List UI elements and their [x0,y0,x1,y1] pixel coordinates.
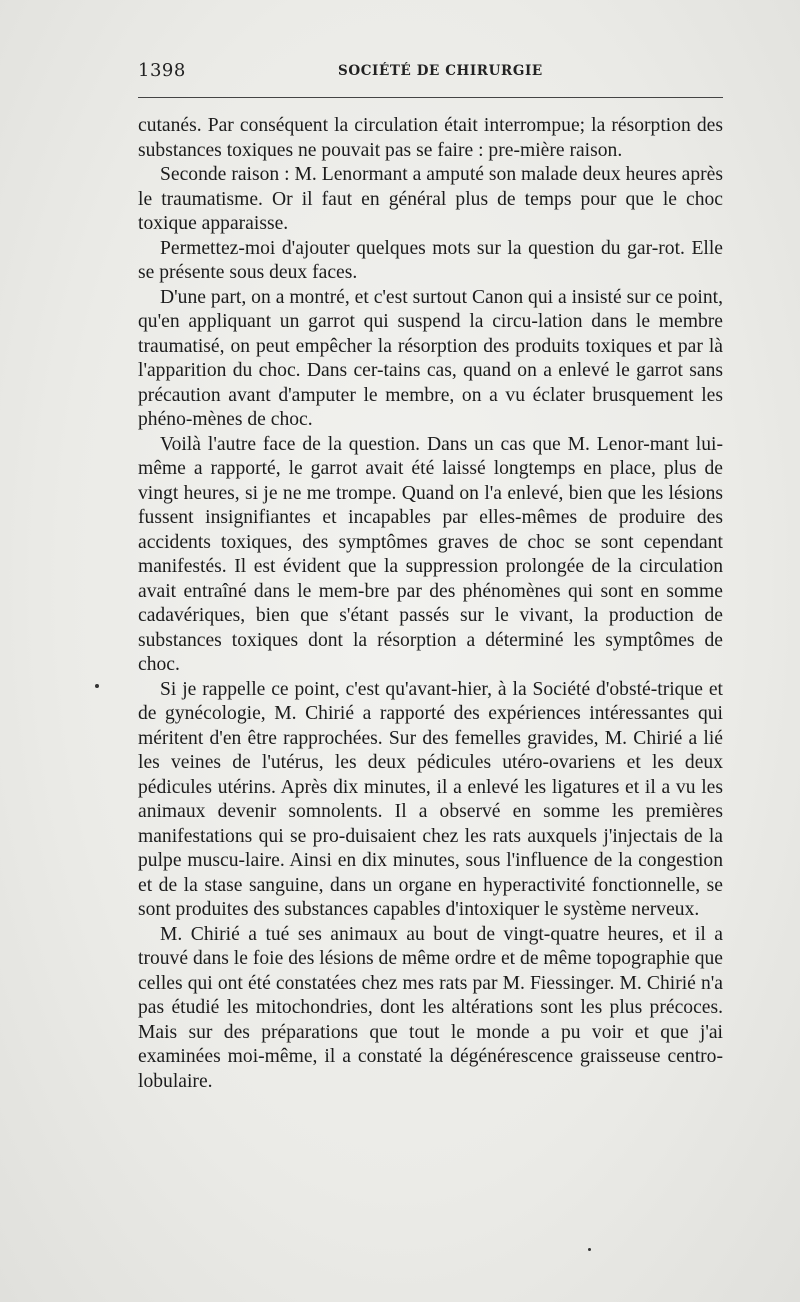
ink-speck [588,1248,591,1251]
paragraph-4: D'une part, on a montré, et c'est surtout Canon qui a insisté sur ce point, qu'en appliquant un garrot qui suspend la circu-lation dans le membre traumatisé, on peut empêcher la résorption des produits toxiques et par là l'apparition du choc. Dans cer-tains cas, quand on a enlevé le garrot sans précaution avant d'amputer le membre, on a vu éclater brusquement les phéno-mènes de choc. [138,286,723,430]
header-rule [138,97,723,98]
paragraph-1: cutanés. Par conséquent la circulation était interrompue; la résorption des substances toxiques ne pouvait pas se faire : pre-mière raison. [138,115,723,161]
paragraph-5: Voilà l'autre face de la question. Dans un cas que M. Lenor-mant lui-même a rapporté, le garrot avait été laissé longtemps en place, plus de vingt heures, si je ne me trompe. Quand on l'a enlevé, bien que les lésions fussent insignifiantes et incapables par elles-mêmes de produire des accidents toxiques, des symptômes graves de choc se sont cependant manifestés. Il est évident que la suppression prolongée de la circulation avait entraîné dans le mem-bre par des phénomènes qui sont en somme cadavériques, bien que s'étant passés sur le vivant, la production de substances toxiques dont la résorption a déterminé les symptômes de choc. [138,433,723,675]
ink-speck [95,684,99,688]
paragraph-3: Permettez-moi d'ajouter quelques mots sur la question du gar-rot. Elle se présente sous deux faces. [138,237,723,283]
paragraph-6: Si je rappelle ce point, c'est qu'avant-hier, à la Société d'obsté-trique et de gynécologie, M. Chirié a rapporté des expériences intéressantes qui méritent d'en être rapprochées. Sur des femelles gravides, M. Chirié a lié les veines de l'utérus, les deux pédicules utéro-ovariens et les deux pédicules utérins. Après dix minutes, il a enlevé les ligatures et il a vu les animaux devenir somnolents. Il a observé en somme les premières manifestations qui se pro-duisaient chez les rats auxquels j'injectais de la pulpe muscu-laire. Ainsi en dix minutes, sous l'influence de la congestion et de la stase sanguine, dans un organe en hyperactivité fonctionnelle, se sont produites des substances capables d'intoxiquer le système nerveux. [138,678,723,920]
paragraph-7: M. Chirié a tué ses animaux au bout de vingt-quatre heures, et il a trouvé dans le foie des lésions de même ordre et de même topographie que celles qui ont été constatées chez mes rats par M. Fiessinger. M. Chirié n'a pas étudié les mitochondries, dont les altérations sont les plus précoces. Mais sur des préparations que tout le monde a pu voir et que j'ai examinées moi-même, il a constaté la dégénérescence graisseuse centro-lobulaire. [138,923,723,1092]
running-title: SOCIÉTÉ DE CHIRURGIE [338,63,543,79]
page-header [138,60,723,84]
page-number: 1398 [138,60,186,81]
paragraph-2: Seconde raison : M. Lenormant a amputé son malade deux heures après le traumatisme. Or il faut en général plus de temps pour que le choc toxique apparaisse. [138,164,723,234]
body-text [138,114,723,1094]
